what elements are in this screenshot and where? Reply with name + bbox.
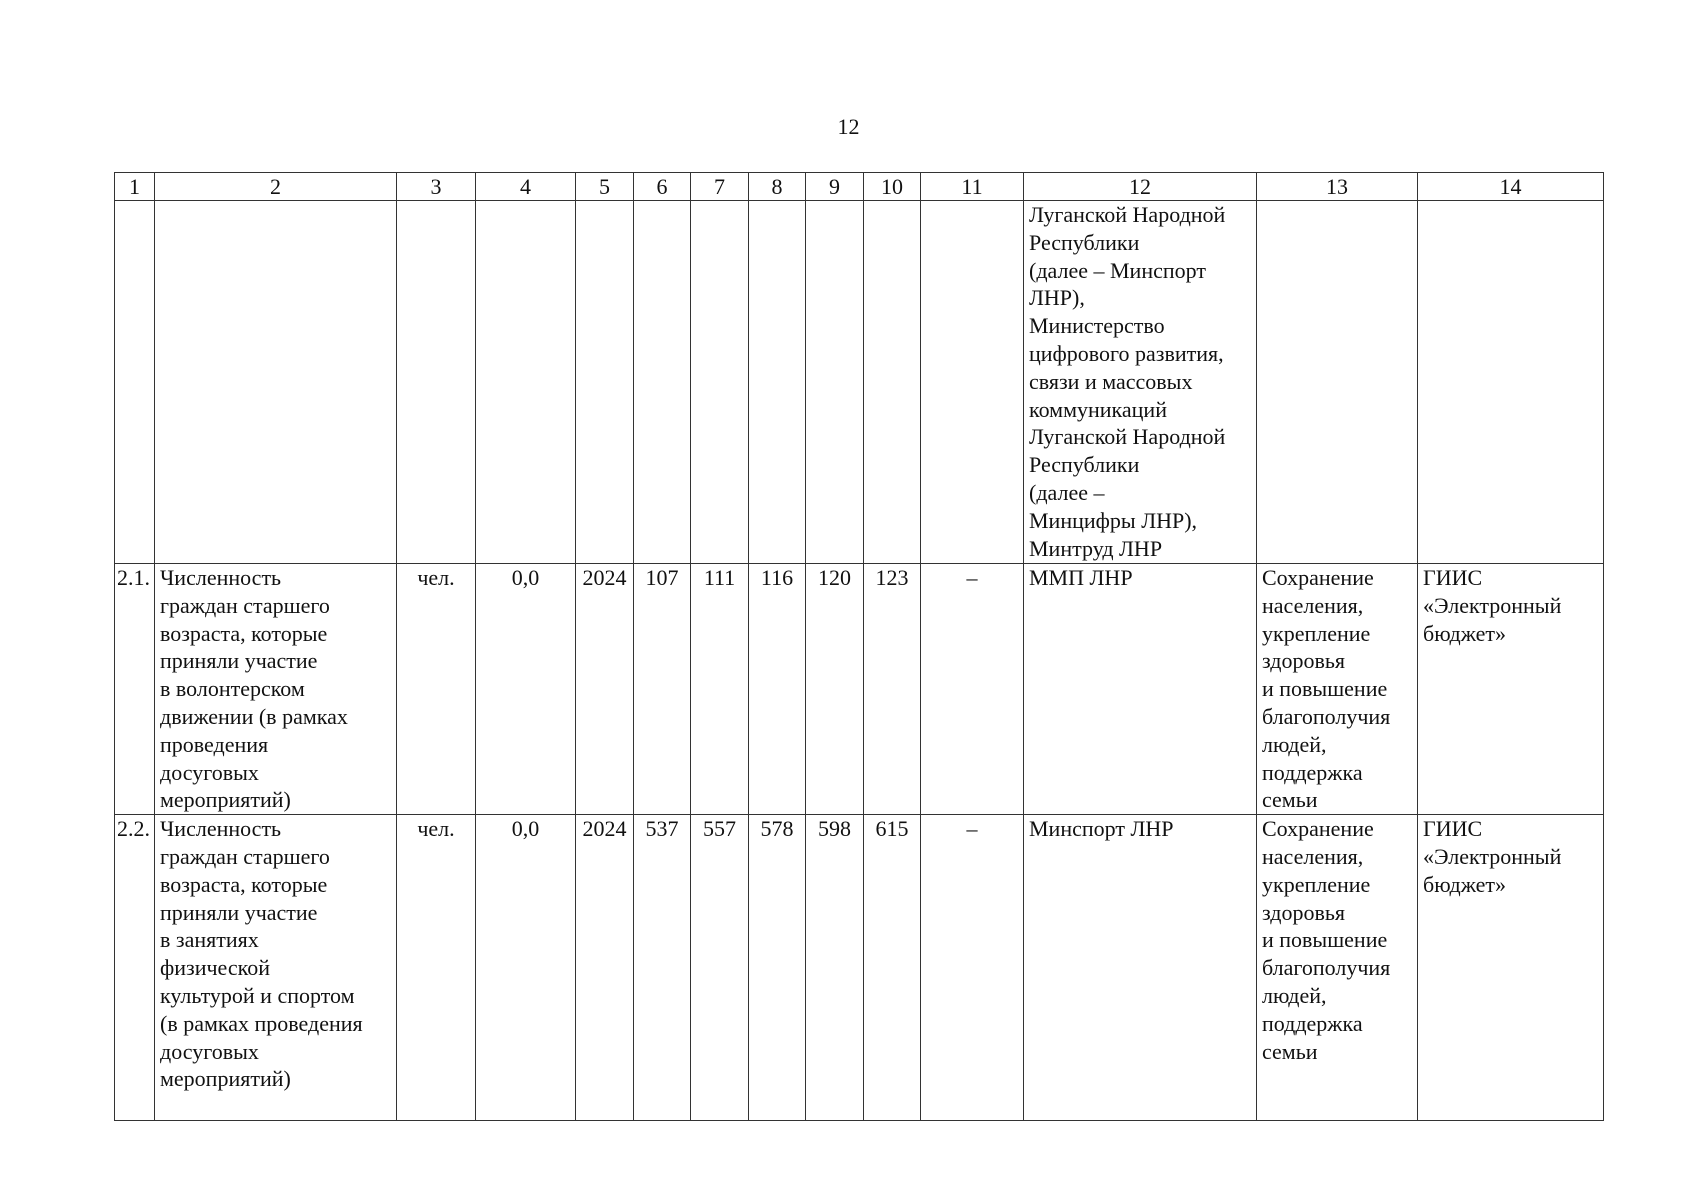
value-cell: 116 bbox=[749, 564, 806, 815]
responsible-cell: Минспорт ЛНР bbox=[1024, 815, 1257, 1121]
table-row bbox=[115, 564, 1604, 815]
value-cell: 598 bbox=[806, 815, 864, 1121]
indicator-name: Численность граждан старшего возраста, которые приняли участие в занятиях физической культурой и спортом (в рамках проведения досуговых мероприятий) bbox=[155, 815, 397, 1121]
value-cell: 107 bbox=[634, 564, 691, 815]
indicators-table bbox=[114, 172, 1604, 1121]
responsible-cell: Луганской Народной Республики (далее – Минспорт ЛНР), Министерство цифрового развития, связи и массовых коммуникаций Луганской Народной Республики (далее – Минцифры ЛНР), Минтруд ЛНР bbox=[1024, 201, 1257, 564]
header-cell: 10 bbox=[864, 173, 921, 201]
goal-cell: Сохранение населения, укрепление здоровья и повышение благополучия людей, поддержка семьи bbox=[1257, 564, 1418, 815]
row-number: 2.1. bbox=[115, 564, 155, 815]
header-cell: 8 bbox=[749, 173, 806, 201]
header-cell: 14 bbox=[1418, 173, 1604, 201]
info-system-cell: ГИИС «Электронный бюджет» bbox=[1418, 815, 1604, 1121]
value-cell: – bbox=[921, 815, 1024, 1121]
header-cell: 13 bbox=[1257, 173, 1418, 201]
header-cell: 11 bbox=[921, 173, 1024, 201]
table-row-continuation bbox=[115, 201, 1604, 564]
value-cell: 578 bbox=[749, 815, 806, 1121]
info-system-cell: ГИИС «Электронный бюджет» bbox=[1418, 564, 1604, 815]
header-cell: 5 bbox=[576, 173, 634, 201]
page-number: 12 bbox=[837, 114, 860, 139]
base-year-cell: 2024 bbox=[576, 815, 634, 1121]
table-row bbox=[115, 815, 1604, 1121]
header-cell: 7 bbox=[691, 173, 749, 201]
header-cell: 2 bbox=[155, 173, 397, 201]
responsible-cell: ММП ЛНР bbox=[1024, 564, 1257, 815]
value-cell: 120 bbox=[806, 564, 864, 815]
base-year-cell: 2024 bbox=[576, 564, 634, 815]
header-cell: 6 bbox=[634, 173, 691, 201]
indicator-name: Численность граждан старшего возраста, которые приняли участие в волонтерском движении (в рамках проведения досуговых мероприятий) bbox=[155, 564, 397, 815]
value-cell: 557 bbox=[691, 815, 749, 1121]
header-cell: 12 bbox=[1024, 173, 1257, 201]
value-cell: 615 bbox=[864, 815, 921, 1121]
header-cell: 4 bbox=[476, 173, 576, 201]
table-header-row bbox=[115, 173, 1604, 201]
header-cell: 9 bbox=[806, 173, 864, 201]
value-cell: 537 bbox=[634, 815, 691, 1121]
base-value-cell: 0,0 bbox=[476, 815, 576, 1121]
unit-cell: чел. bbox=[397, 815, 476, 1121]
unit-cell: чел. bbox=[397, 564, 476, 815]
header-cell: 3 bbox=[397, 173, 476, 201]
header-cell: 1 bbox=[115, 173, 155, 201]
row-number: 2.2. bbox=[115, 815, 155, 1121]
value-cell: – bbox=[921, 564, 1024, 815]
value-cell: 111 bbox=[691, 564, 749, 815]
value-cell: 123 bbox=[864, 564, 921, 815]
base-value-cell: 0,0 bbox=[476, 564, 576, 815]
goal-cell: Сохранение населения, укрепление здоровья и повышение благополучия людей, поддержка семьи bbox=[1257, 815, 1418, 1121]
